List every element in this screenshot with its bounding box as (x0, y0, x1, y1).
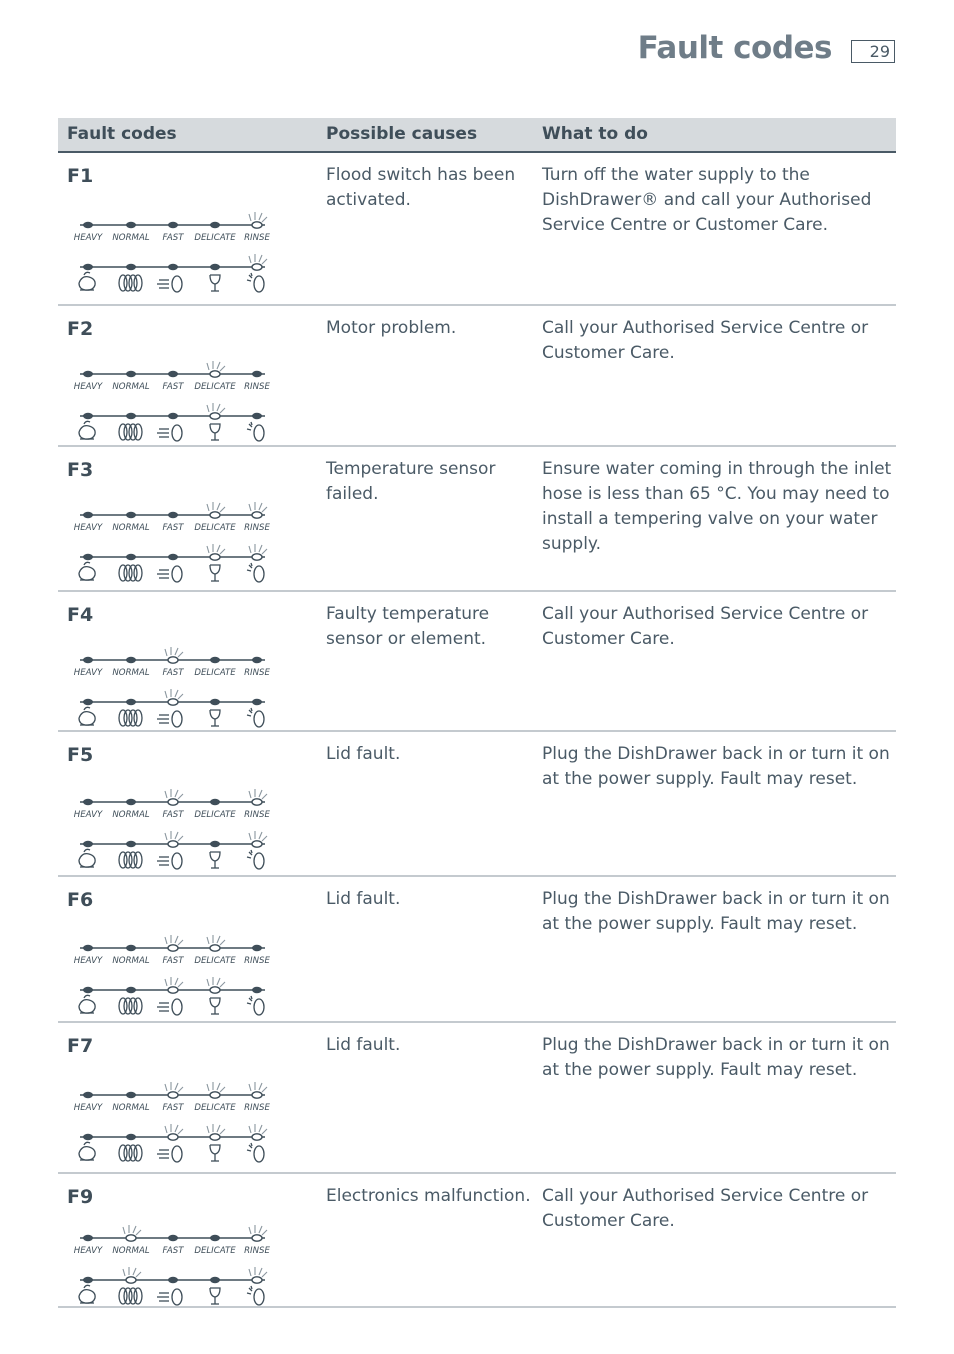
bottom-led-row (80, 1124, 267, 1140)
program-label-heavy: HEAVY (73, 1103, 103, 1113)
program-label-delicate: DELICATE (194, 1103, 236, 1113)
led-flash-rays (249, 1267, 267, 1277)
program-label-heavy: HEAVY (73, 523, 103, 533)
led-off (210, 222, 220, 228)
program-label-normal: NORMAL (112, 668, 150, 678)
led-off (83, 1092, 93, 1098)
table-row (58, 447, 896, 592)
program-label-normal: NORMAL (112, 1103, 150, 1113)
program-label-fast: FAST (162, 1103, 184, 1113)
led-off (168, 1235, 178, 1241)
led-off (83, 512, 93, 518)
indicator-panel (72, 788, 272, 880)
program-label-rinse: RINSE (244, 382, 270, 392)
normal-plates-icon (119, 1288, 142, 1304)
led-off (126, 1092, 136, 1098)
program-label-normal: NORMAL (112, 523, 150, 533)
led-off (168, 1277, 178, 1283)
program-label-rinse: RINSE (244, 1246, 270, 1256)
what-to-do: Call your Authorised Service Centre or Customer Care. (542, 604, 869, 649)
fast-icon (157, 1146, 182, 1162)
top-led-row (80, 1225, 267, 1241)
led-flashing (126, 1235, 136, 1241)
led-flashing (252, 841, 262, 847)
bottom-led-row (80, 831, 267, 847)
program-label-delicate: DELICATE (194, 668, 236, 678)
led-off (210, 264, 220, 270)
table-row (58, 877, 896, 1023)
led-off (168, 554, 178, 560)
led-off (83, 371, 93, 377)
led-off (252, 699, 262, 705)
fault-codes-table (58, 118, 896, 1308)
possible-cause: Temperature sensor failed. (326, 459, 496, 504)
program-label-rinse: RINSE (244, 810, 270, 820)
led-flashing (252, 799, 262, 805)
fault-code: F5 (67, 744, 94, 766)
program-label-rinse: RINSE (244, 233, 270, 243)
led-off (252, 657, 262, 663)
top-led-row (80, 502, 267, 518)
normal-plates-icon (119, 424, 142, 440)
delicate-glass-icon (210, 424, 220, 440)
what-to-do: Call your Authorised Service Centre or Customer Care. (542, 1186, 869, 1231)
led-off (126, 222, 136, 228)
program-label-rinse: RINSE (244, 956, 270, 966)
led-flash-rays (165, 647, 183, 657)
program-label-fast: FAST (162, 668, 184, 678)
led-off (83, 841, 93, 847)
led-flashing (252, 1277, 262, 1283)
led-flash-rays (165, 935, 183, 945)
led-off (83, 554, 93, 560)
led-flash-rays (207, 544, 225, 554)
led-off (83, 264, 93, 270)
bottom-led-row (80, 977, 265, 993)
heavy-pot-icon (79, 1285, 95, 1303)
led-off (252, 945, 262, 951)
program-label-delicate: DELICATE (194, 1246, 236, 1256)
program-label-heavy: HEAVY (73, 233, 103, 243)
led-flashing (168, 841, 178, 847)
led-flashing (210, 413, 220, 419)
table-row (58, 1023, 896, 1174)
led-off (126, 841, 136, 847)
led-flashing (252, 1134, 262, 1140)
normal-plates-icon (119, 710, 142, 726)
possible-cause: Lid fault. (326, 1035, 401, 1055)
led-flash-rays (207, 935, 225, 945)
led-off (83, 1277, 93, 1283)
led-flash-rays (207, 502, 225, 512)
led-off (210, 1235, 220, 1241)
led-flash-rays (249, 831, 267, 841)
indicator-panel (72, 501, 272, 593)
table-row (58, 153, 896, 306)
led-flash-rays (165, 1124, 183, 1134)
led-flashing (210, 1092, 220, 1098)
possible-cause: Motor problem. (326, 318, 457, 338)
led-flashing (252, 554, 262, 560)
led-off (126, 1134, 136, 1140)
table-row (58, 1174, 896, 1308)
program-label-delicate: DELICATE (194, 382, 236, 392)
led-flashing (210, 371, 220, 377)
led-flash-rays (207, 361, 225, 371)
bottom-led-row (80, 689, 265, 705)
led-flash-rays (207, 977, 225, 987)
bottom-led-row (80, 1267, 267, 1283)
led-off (168, 371, 178, 377)
led-off (252, 371, 262, 377)
top-led-row (80, 935, 265, 951)
what-to-do: Plug the DishDrawer back in or turn it on at the power supply. Fault may reset. (542, 1035, 890, 1080)
what-to-do: Plug the DishDrawer back in or turn it on at the power supply. Fault may reset. (542, 744, 890, 789)
program-label-fast: FAST (162, 810, 184, 820)
table-row (58, 732, 896, 877)
led-flashing (210, 512, 220, 518)
page-number: 29 (851, 40, 895, 63)
heavy-pot-icon (79, 421, 95, 439)
led-flashing (252, 1092, 262, 1098)
led-off (168, 264, 178, 270)
led-flashing (168, 1092, 178, 1098)
led-off (168, 413, 178, 419)
what-to-do: Ensure water coming in through the inlet hose is less than 65 °C. You may need to install a tempering valve on your water supply. (542, 459, 892, 554)
indicator-panel (72, 1224, 272, 1316)
led-off (126, 371, 136, 377)
fast-icon (157, 999, 182, 1015)
delicate-glass-icon (210, 1145, 220, 1161)
bottom-led-row (80, 544, 267, 560)
column-header-fault-codes: Fault codes (67, 124, 177, 144)
delicate-glass-icon (210, 275, 220, 291)
indicator-panel (72, 360, 272, 452)
led-flash-rays (165, 831, 183, 841)
led-off (210, 1277, 220, 1283)
normal-plates-icon (119, 998, 142, 1014)
led-flash-rays (249, 789, 267, 799)
column-header-what-to-do: What to do (542, 124, 648, 144)
possible-cause: Faulty temperature sensor or element. (326, 604, 490, 649)
led-flashing (168, 799, 178, 805)
program-label-normal: NORMAL (112, 1246, 150, 1256)
possible-cause: Lid fault. (326, 889, 401, 909)
heavy-pot-icon (79, 1142, 95, 1160)
top-led-row (80, 789, 267, 805)
program-label-delicate: DELICATE (194, 956, 236, 966)
led-off (168, 222, 178, 228)
led-off (83, 657, 93, 663)
led-flashing (252, 222, 262, 228)
led-flashing (210, 945, 220, 951)
rinse-icon (247, 273, 264, 292)
fault-code: F7 (67, 1035, 94, 1057)
led-off (83, 945, 93, 951)
fault-code: F6 (67, 889, 94, 911)
fault-code: F9 (67, 1186, 94, 1208)
delicate-glass-icon (210, 565, 220, 581)
indicator-panel (72, 1081, 272, 1173)
column-header-possible-causes: Possible causes (326, 124, 478, 144)
program-label-delicate: DELICATE (194, 523, 236, 533)
led-off (83, 987, 93, 993)
led-flash-rays (249, 254, 267, 264)
fault-code: F4 (67, 604, 94, 626)
led-flashing (168, 1134, 178, 1140)
led-flashing (210, 554, 220, 560)
led-flashing (252, 1235, 262, 1241)
program-label-fast: FAST (162, 233, 184, 243)
bottom-led-row (80, 254, 267, 270)
led-flashing (252, 264, 262, 270)
led-off (252, 413, 262, 419)
led-flash-rays (165, 689, 183, 699)
program-label-fast: FAST (162, 1246, 184, 1256)
led-off (83, 1134, 93, 1140)
led-off (126, 699, 136, 705)
rinse-icon (247, 1143, 264, 1162)
delicate-glass-icon (210, 998, 220, 1014)
led-off (210, 841, 220, 847)
led-off (210, 657, 220, 663)
delicate-glass-icon (210, 1288, 220, 1304)
led-off (210, 699, 220, 705)
led-flash-rays (249, 1124, 267, 1134)
rinse-icon (247, 850, 264, 869)
fast-icon (157, 853, 182, 869)
led-flash-rays (165, 1082, 183, 1092)
led-flashing (210, 1134, 220, 1140)
indicator-panel (72, 646, 272, 738)
heavy-pot-icon (79, 272, 95, 290)
rinse-icon (247, 563, 264, 582)
program-label-delicate: DELICATE (194, 233, 236, 243)
led-off (126, 987, 136, 993)
led-flash-rays (165, 977, 183, 987)
program-label-heavy: HEAVY (73, 382, 103, 392)
led-off (126, 799, 136, 805)
led-flashing (252, 512, 262, 518)
table-header (58, 118, 896, 153)
led-flashing (168, 945, 178, 951)
program-label-normal: NORMAL (112, 810, 150, 820)
delicate-glass-icon (210, 710, 220, 726)
program-label-rinse: RINSE (244, 1103, 270, 1113)
rinse-icon (247, 996, 264, 1015)
fast-icon (157, 425, 182, 441)
led-off (83, 799, 93, 805)
led-flash-rays (249, 1225, 267, 1235)
possible-cause: Electronics malfunction. (326, 1186, 531, 1206)
fast-icon (157, 711, 182, 727)
led-off (252, 987, 262, 993)
program-label-heavy: HEAVY (73, 956, 103, 966)
heavy-pot-icon (79, 995, 95, 1013)
fault-code: F2 (67, 318, 94, 340)
delicate-glass-icon (210, 852, 220, 868)
program-label-fast: FAST (162, 382, 184, 392)
led-flash-rays (249, 1082, 267, 1092)
led-off (126, 657, 136, 663)
program-label-normal: NORMAL (112, 382, 150, 392)
led-flash-rays (123, 1267, 141, 1277)
led-off (83, 222, 93, 228)
top-led-row (80, 1082, 267, 1098)
program-label-heavy: HEAVY (73, 1246, 103, 1256)
led-off (126, 554, 136, 560)
table-row (58, 306, 896, 447)
led-off (168, 512, 178, 518)
led-flash-rays (249, 544, 267, 554)
what-to-do: Turn off the water supply to the DishDrawer® and call your Authorised Service Centre or Customer Care. (542, 165, 872, 235)
program-label-normal: NORMAL (112, 956, 150, 966)
rinse-icon (247, 708, 264, 727)
led-off (126, 264, 136, 270)
rinse-icon (247, 422, 264, 441)
program-label-normal: NORMAL (112, 233, 150, 243)
program-label-rinse: RINSE (244, 668, 270, 678)
page-title: Fault codes (637, 30, 832, 66)
led-off (126, 512, 136, 518)
fault-code: F3 (67, 459, 94, 481)
led-flash-rays (207, 403, 225, 413)
led-flash-rays (165, 789, 183, 799)
bottom-led-row (80, 403, 265, 419)
fast-icon (157, 276, 182, 292)
top-led-row (80, 361, 265, 377)
led-flash-rays (207, 1124, 225, 1134)
what-to-do: Plug the DishDrawer back in or turn it on at the power supply. Fault may reset. (542, 889, 890, 934)
led-flashing (126, 1277, 136, 1283)
possible-cause: Flood switch has been activated. (326, 165, 516, 210)
normal-plates-icon (119, 275, 142, 291)
normal-plates-icon (119, 565, 142, 581)
what-to-do: Call your Authorised Service Centre or Customer Care. (542, 318, 869, 363)
heavy-pot-icon (79, 849, 95, 867)
led-off (210, 799, 220, 805)
program-label-heavy: HEAVY (73, 668, 103, 678)
program-label-rinse: RINSE (244, 523, 270, 533)
led-flashing (210, 987, 220, 993)
possible-cause: Lid fault. (326, 744, 401, 764)
led-flash-rays (123, 1225, 141, 1235)
led-flash-rays (207, 1082, 225, 1092)
fault-code: F1 (67, 165, 94, 187)
normal-plates-icon (119, 1145, 142, 1161)
program-label-heavy: HEAVY (73, 810, 103, 820)
led-off (126, 413, 136, 419)
fast-icon (157, 566, 182, 582)
indicator-panel (72, 211, 272, 303)
heavy-pot-icon (79, 562, 95, 580)
top-led-row (80, 647, 265, 663)
table-row (58, 592, 896, 732)
normal-plates-icon (119, 852, 142, 868)
top-led-row (80, 212, 267, 228)
led-flashing (168, 987, 178, 993)
led-flashing (168, 699, 178, 705)
heavy-pot-icon (79, 707, 95, 725)
led-off (83, 413, 93, 419)
led-off (83, 699, 93, 705)
rinse-icon (247, 1286, 264, 1305)
led-flash-rays (249, 212, 267, 222)
indicator-panel (72, 934, 272, 1026)
program-label-fast: FAST (162, 956, 184, 966)
led-flash-rays (249, 502, 267, 512)
program-label-fast: FAST (162, 523, 184, 533)
program-label-delicate: DELICATE (194, 810, 236, 820)
led-off (126, 945, 136, 951)
led-flashing (168, 657, 178, 663)
led-off (83, 1235, 93, 1241)
fast-icon (157, 1289, 182, 1305)
